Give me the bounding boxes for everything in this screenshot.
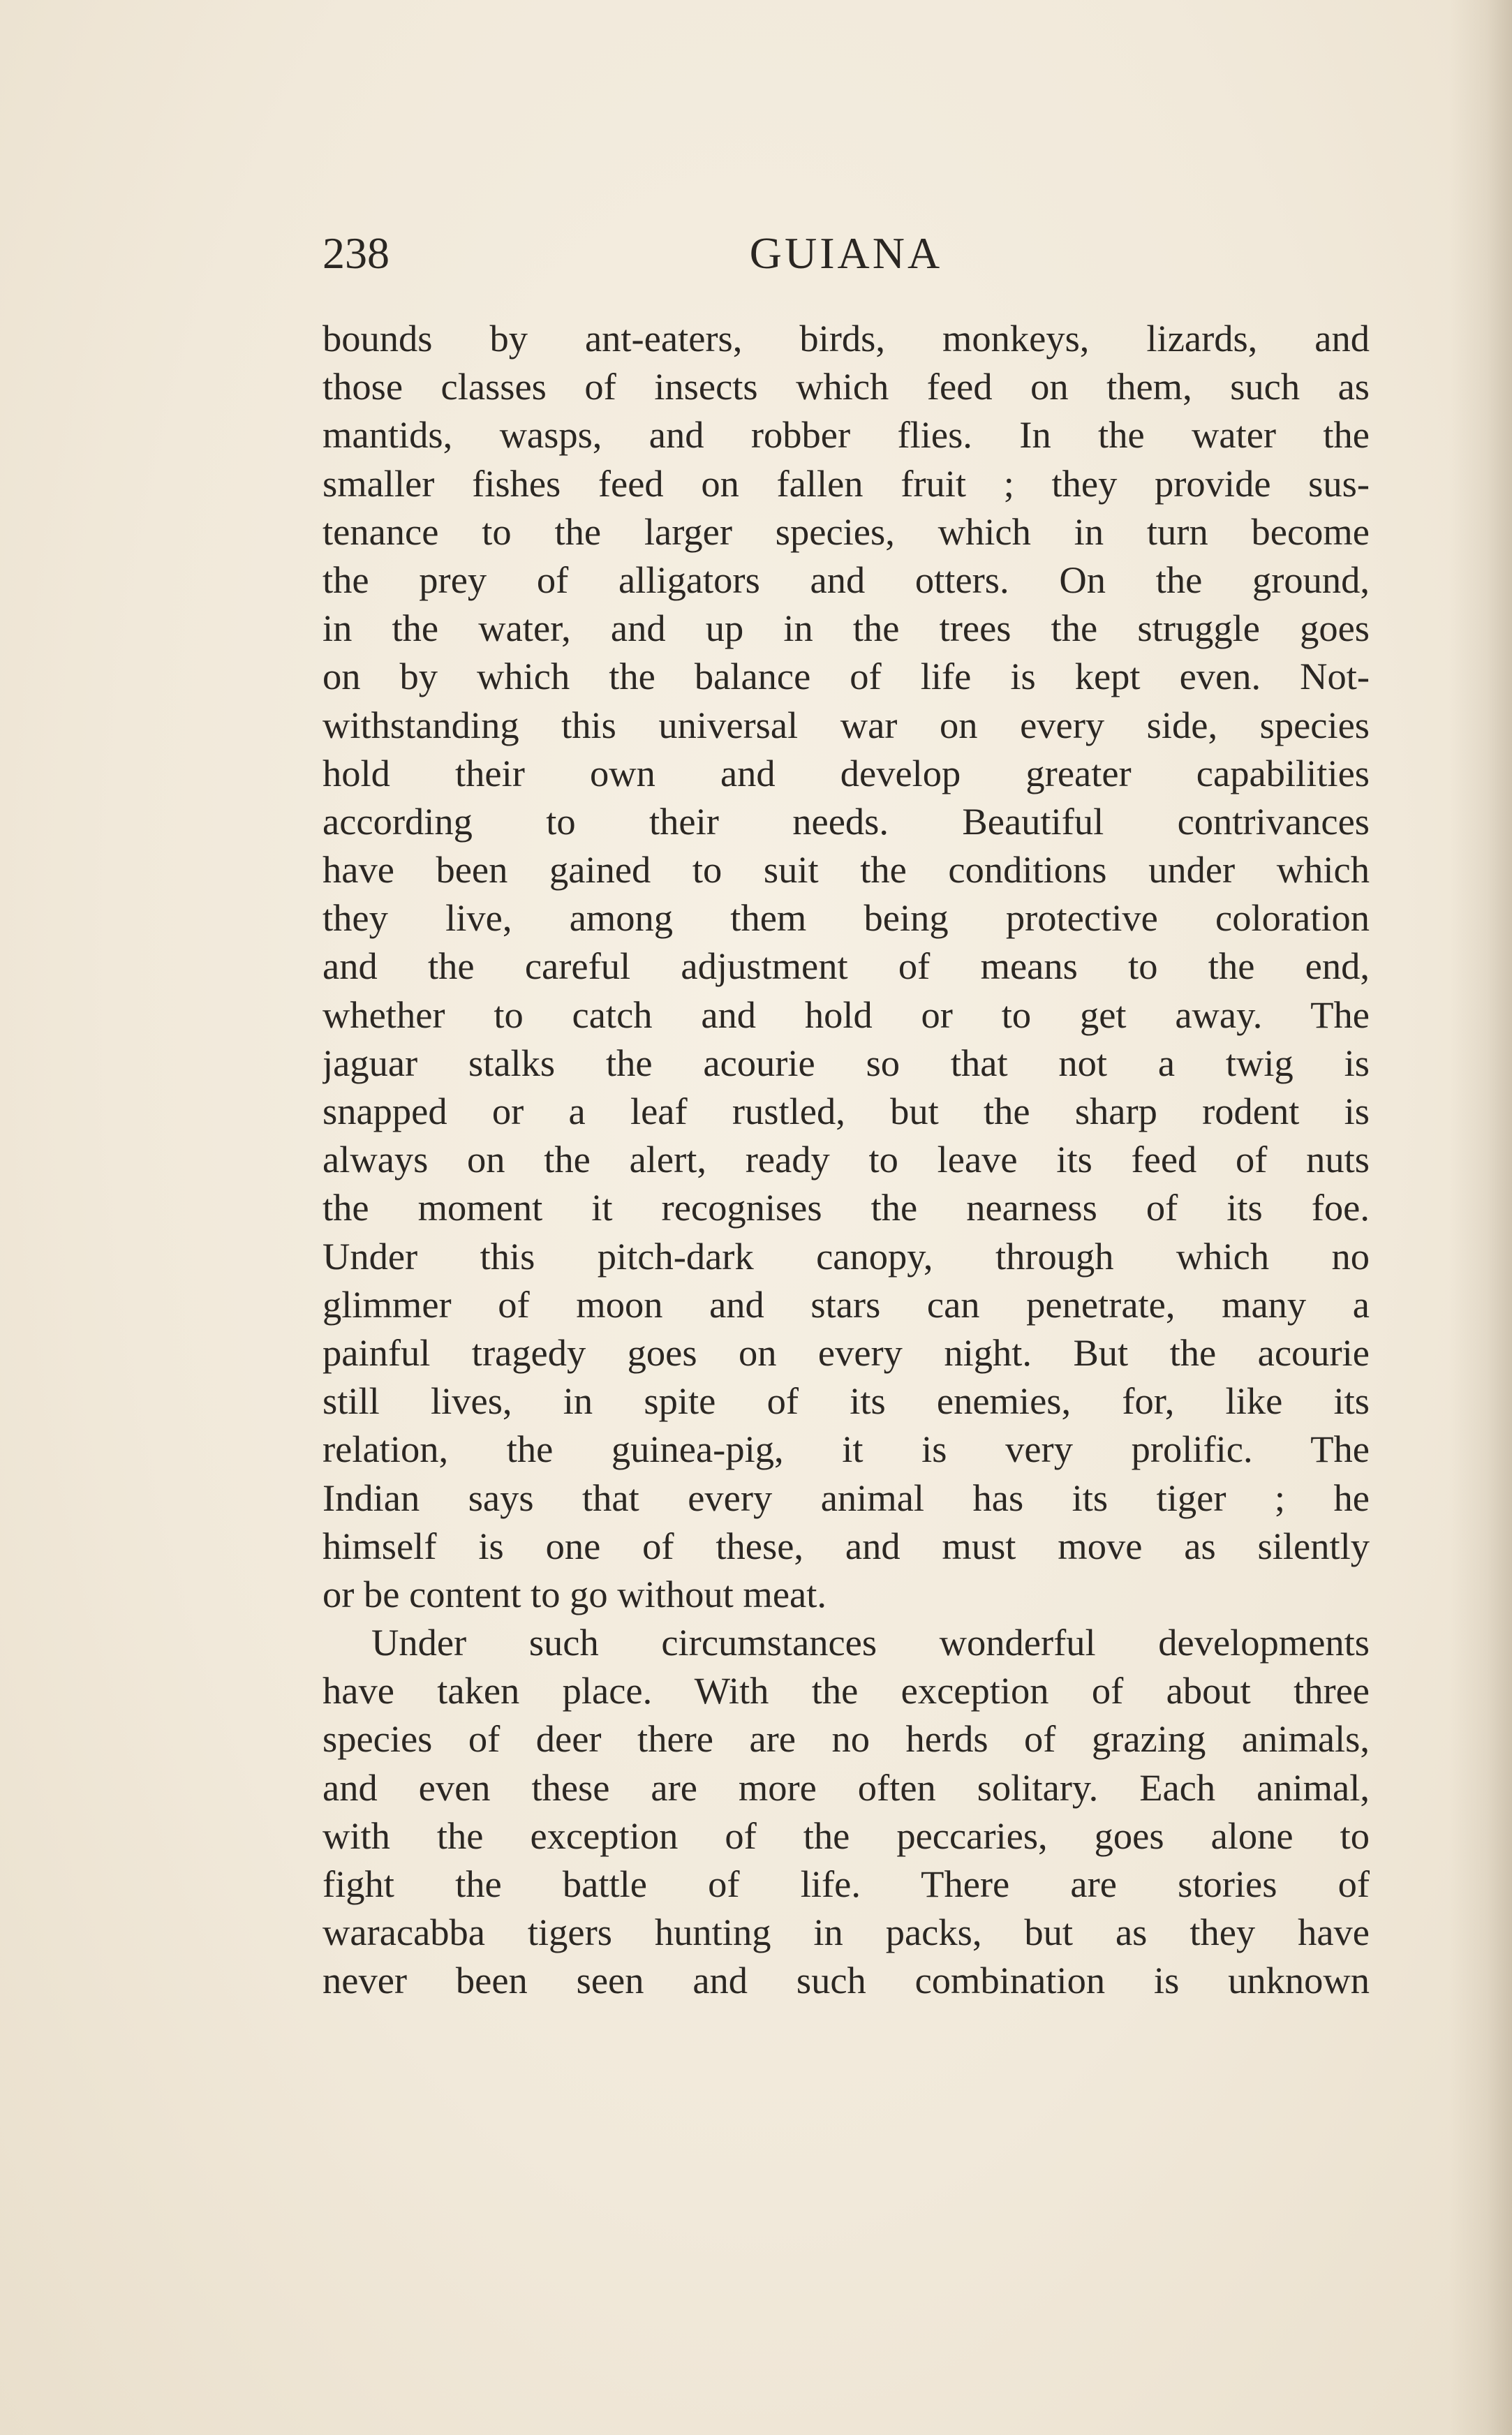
text-line: waracabba tigers hunting in packs, but as they have (323, 1911, 1370, 1954)
text-line: have taken place. With the exception of about three (323, 1669, 1370, 1712)
text-line: glimmer of moon and stars can penetrate, many a (323, 1282, 1370, 1326)
text-line: Under such circumstances wonderful developments (371, 1621, 1370, 1664)
text-line: mantids, wasps, and robber flies. In the water the (323, 413, 1370, 457)
text-line: withstanding this universal war on every side, species (323, 703, 1370, 746)
text-line: and the careful adjustment of means to the end, (323, 945, 1370, 988)
text-line: Indian says that every animal has its tiger ; he (323, 1476, 1370, 1519)
text-line: Under this pitch-dark canopy, through which no (323, 1234, 1370, 1278)
text-line: fight the battle of life. There are stories of (323, 1863, 1370, 1905)
text-line: and even these are more often solitary. Each animal, (323, 1766, 1370, 1809)
text-line: jaguar stalks the acourie so that not a twig is (323, 1041, 1370, 1084)
text-line: painful tragedy goes on every night. But the acourie (323, 1331, 1370, 1374)
text-line: snapped or a leaf rustled, but the sharp rodent is (323, 1090, 1370, 1132)
text-line: hold their own and develop greater capabilities (323, 751, 1370, 794)
running-title: GUIANA (749, 228, 943, 278)
text-line: or be content to go without meat. (323, 1572, 827, 1615)
page-header (323, 222, 1370, 285)
page-number: 238 (323, 228, 390, 278)
text-line: relation, the guinea-pig, it is very prolific. The (323, 1428, 1370, 1471)
text-line: they live, among them being protective coloration (323, 896, 1370, 940)
text-line: have been gained to suit the conditions under which (323, 848, 1370, 891)
text-line: whether to catch and hold or to get away. The (323, 993, 1370, 1036)
text-line: the prey of alligators and otters. On the ground, (323, 558, 1370, 601)
text-line: never been seen and such combination is unknown (323, 1959, 1370, 2002)
text-line: on by which the balance of life is kept even. Not- (323, 655, 1370, 698)
text-line: bounds by ant-eaters, birds, monkeys, lizards, and (323, 317, 1370, 360)
text-line: the moment it recognises the nearness of its foe. (323, 1186, 1370, 1229)
text-line: species of deer there are no herds of grazing animals, (323, 1717, 1370, 1761)
text-line: smaller fishes feed on fallen fruit ; they provide sus- (323, 461, 1370, 505)
page-edge-shadow (1449, 0, 1512, 2435)
text-line: with the exception of the peccaries, goes alone to (323, 1814, 1370, 1857)
text-line: always on the alert, ready to leave its feed of nuts (323, 1138, 1370, 1181)
body-text (323, 314, 1370, 2005)
text-line: tenance to the larger species, which in turn become (323, 510, 1370, 553)
text-line: himself is one of these, and must move as silently (323, 1524, 1370, 1567)
text-line: according to their needs. Beautiful contrivances (323, 799, 1370, 843)
text-line: in the water, and up in the trees the struggle goes (323, 607, 1370, 650)
text-line: those classes of insects which feed on them, such as (323, 365, 1370, 408)
text-line: still lives, in spite of its enemies, for, like its (323, 1379, 1370, 1423)
